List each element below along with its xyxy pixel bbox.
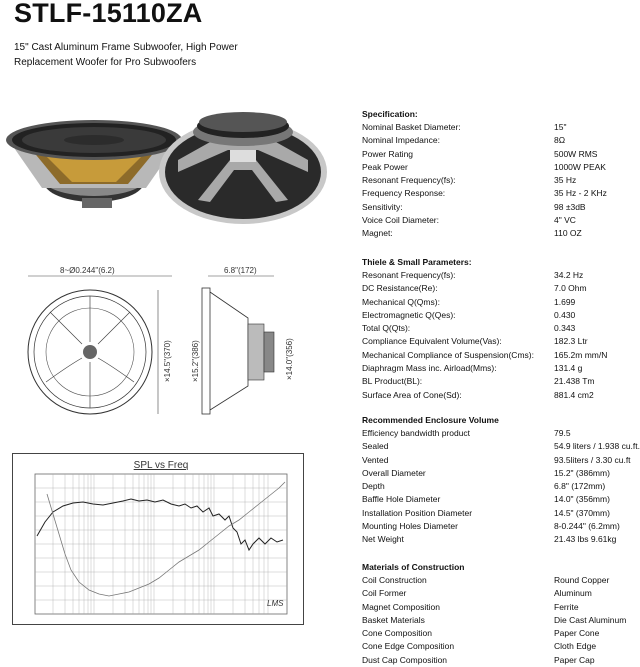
side-view-drawing: [188, 262, 308, 422]
spec-row: BL Product(BL): 21.438 Tm: [362, 376, 595, 387]
spec-row: Nominal Basket Diameter: 15": [362, 122, 567, 132]
spec-row: Compliance Equivalent Volume(Vas): 182.3 Ltr: [362, 336, 588, 347]
spec-row: Total Q(Qts): 0.343: [362, 323, 576, 334]
diameter-dim-2: ×15.2"(386): [191, 340, 200, 382]
spec-row: Power Rating 500W RMS: [362, 148, 598, 159]
product-subtitle: 15" Cast Aluminum Frame Subwoofer, High Power Replacement Woofer for Pro Subwoofers: [14, 42, 238, 68]
spec-row: Net Weight 21.43 lbs 9.61kg: [362, 534, 617, 545]
spec-row: Voice Coil Diameter: 4" VC: [362, 215, 576, 226]
spec-row: Surface Area of Cone(Sd): 881.4 cm2: [362, 389, 594, 400]
front-view-drawing: [10, 262, 190, 422]
spec-row: Mechanical Compliance of Suspension(Cms): 165.2m mm/N: [362, 349, 608, 360]
spec-row: Coil Construction Round Copper: [362, 575, 610, 585]
spec-section: [362, 108, 637, 241]
spec-row: Peak Power 1000W PEAK: [362, 161, 606, 172]
spec-row: Depth 6.8" (172mm): [362, 481, 606, 492]
spl-chart: [12, 453, 304, 625]
spec-row: Baffle Hole Diameter 14.0" (356mm): [362, 494, 610, 505]
spl-chart-graphic: [13, 454, 303, 624]
woofer-front-photo: [2, 110, 182, 220]
spec-row: Resonant Frequency(fs): 34.2 Hz: [362, 270, 584, 280]
spec-row: Coil Former Aluminum: [362, 588, 592, 599]
spec-row: Magnet Composition Ferrite: [362, 601, 579, 612]
spec-row: Mounting Holes Diameter 8-0.244" (6.2mm): [362, 521, 620, 532]
materials-section: [362, 561, 637, 667]
mounting-holes-dim: 8~Ø0.244"(6.2): [60, 266, 115, 275]
section-heading: Recommended Enclosure Volume: [362, 415, 499, 425]
spec-row: Sensitivity: 98 ±3dB: [362, 201, 586, 212]
spec-row: Frequency Response: 35 Hz - 2 KHz: [362, 188, 607, 199]
chart-title: SPL vs Freq: [133, 460, 189, 471]
spec-row: Cone Composition Paper Cone: [362, 628, 600, 639]
spec-row: Magnet: 110 OZ: [362, 228, 582, 239]
depth-dim: 6.8"(172): [224, 266, 257, 275]
spec-row: DC Resistance(Re): 7.0 Ohm: [362, 283, 587, 294]
spec-row: Mechanical Q(Qms): 1.699: [362, 296, 576, 307]
section-heading: Thiele & Small Parameters:: [362, 257, 472, 267]
spec-row: Sealed 54.9 liters / 1.938 cu.ft.: [362, 441, 640, 452]
spec-row: Basket Materials Die Cast Aluminum: [362, 614, 627, 625]
diameter-dim-3: ×14.0"(356): [285, 338, 294, 380]
spec-row: Cone Edge Composition Cloth Edge: [362, 641, 597, 652]
ts-section: [362, 256, 637, 402]
woofer-back-photo: [158, 110, 328, 230]
product-title: STLF-15110ZA: [14, 0, 203, 28]
section-heading: Specification:: [362, 109, 418, 119]
enclosure-section: [362, 414, 640, 547]
section-heading: Materials of Construction: [362, 562, 465, 572]
spec-row: Resonant Frequency(fs): 35 Hz: [362, 175, 577, 186]
diameter-dim-1: ×14.5"(370): [163, 340, 172, 382]
spec-row: Dust Cap Composition Paper Cap: [362, 654, 595, 665]
spec-row: Diaphragm Mass inc. Airload(Mms): 131.4 g: [362, 363, 583, 374]
spec-row: Nominal Impedance: 8Ω: [362, 135, 566, 146]
spec-row: Installation Position Diameter 14.5" (370mm): [362, 507, 610, 518]
spec-row: Electromagnetic Q(Qes): 0.430: [362, 309, 576, 320]
chart-signature: LMS: [267, 599, 284, 608]
spec-row: Vented 93.5liters / 3.30 cu.ft: [362, 454, 631, 465]
spec-row: Overall Diameter 15.2" (386mm): [362, 467, 610, 478]
spec-row: Efficiency bandwidth product 79.5: [362, 428, 571, 438]
